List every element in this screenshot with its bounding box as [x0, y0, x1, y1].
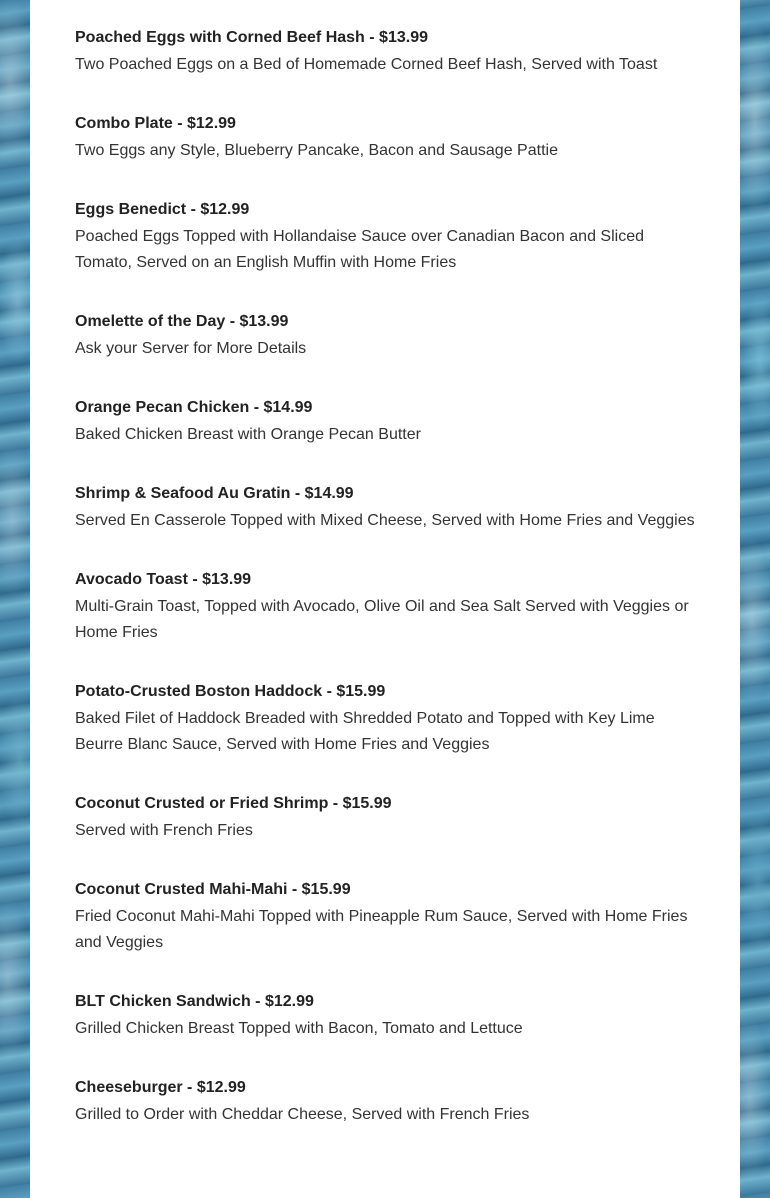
menu-item-description: Baked Chicken Breast with Orange Pecan Butter: [75, 426, 421, 443]
menu-item-description: Served En Casserole Topped with Mixed Cheese, Served with Home Fries and Veggies: [75, 512, 695, 529]
menu-item-title: Poached Eggs with Corned Beef Hash - $13.99: [75, 29, 428, 46]
menu-panel: [30, 0, 740, 1198]
menu-item-description: Grilled Chicken Breast Topped with Bacon, Tomato and Lettuce: [75, 1020, 523, 1037]
menu-item: [75, 681, 705, 758]
menu-item: [75, 113, 705, 164]
menu-item: [75, 569, 705, 646]
menu-item: [75, 397, 705, 448]
menu-item-title: Eggs Benedict - $12.99: [75, 201, 250, 218]
menu-item-description: Ask your Server for More Details: [75, 340, 307, 357]
menu-item-description: Two Poached Eggs on a Bed of Homemade Corned Beef Hash, Served with Toast: [75, 56, 658, 73]
menu-item: [75, 1077, 705, 1128]
menu-item-description: Grilled to Order with Cheddar Cheese, Served with French Fries: [75, 1106, 530, 1123]
menu-item-title: Coconut Crusted Mahi-Mahi - $15.99: [75, 881, 351, 898]
menu-item: [75, 483, 705, 534]
menu-item-title: Cheeseburger - $12.99: [75, 1079, 246, 1096]
menu-item-description: Baked Filet of Haddock Breaded with Shredded Potato and Topped with Key Lime Beurre Blanc Sauce, Served with Home Fries and Veggies: [75, 710, 655, 753]
menu-item-description: Poached Eggs Topped with Hollandaise Sauce over Canadian Bacon and Sliced Tomato, Served on an English Muffin with Home Fries: [75, 228, 644, 271]
menu-item-description: Fried Coconut Mahi-Mahi Topped with Pineapple Rum Sauce, Served with Home Fries and Veggies: [75, 908, 688, 951]
menu-item-description: Served with French Fries: [75, 822, 253, 839]
menu-item-title: Orange Pecan Chicken - $14.99: [75, 399, 313, 416]
menu-item: [75, 199, 705, 276]
menu-item-title: Combo Plate - $12.99: [75, 115, 236, 132]
menu-item-title: BLT Chicken Sandwich - $12.99: [75, 993, 314, 1010]
menu-item: [75, 879, 705, 956]
menu-item: [75, 793, 705, 844]
menu-item-title: Potato-Crusted Boston Haddock - $15.99: [75, 683, 386, 700]
menu-item-title: Coconut Crusted or Fried Shrimp - $15.99: [75, 795, 392, 812]
menu-item-description: Multi-Grain Toast, Topped with Avocado, Olive Oil and Sea Salt Served with Veggies or Home Fries: [75, 598, 689, 641]
menu-item: [75, 991, 705, 1042]
menu-list: [75, 27, 705, 1163]
menu-item-title: Omelette of the Day - $13.99: [75, 313, 289, 330]
menu-item: [75, 311, 705, 362]
menu-item-title: Shrimp & Seafood Au Gratin - $14.99: [75, 485, 354, 502]
menu-item: [75, 27, 705, 78]
menu-item-description: Two Eggs any Style, Blueberry Pancake, Bacon and Sausage Pattie: [75, 142, 558, 159]
menu-item-title: Avocado Toast - $13.99: [75, 571, 252, 588]
